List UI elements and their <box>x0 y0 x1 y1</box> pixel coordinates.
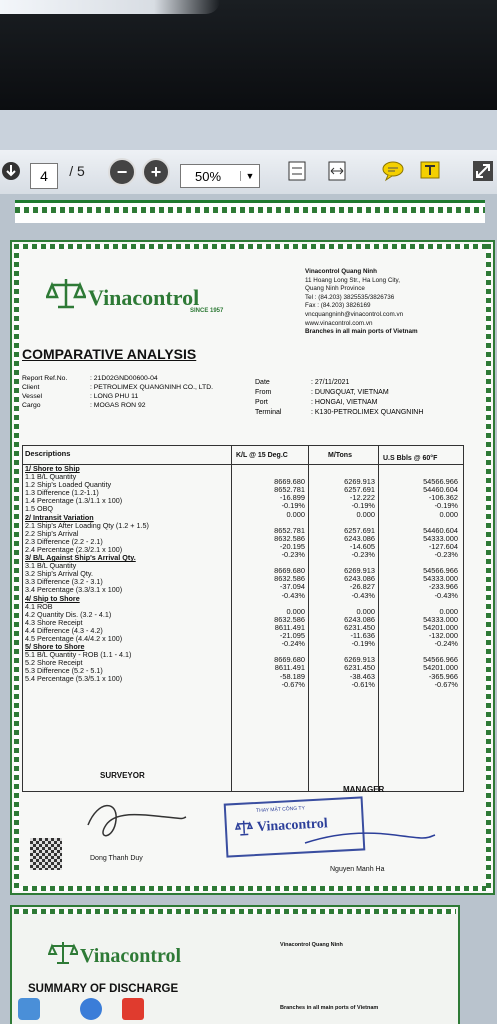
table-cell: 6231.450 <box>344 663 375 673</box>
description-row: 2.3 Difference (2.2 - 2.1) <box>25 536 103 546</box>
stamp-scales-icon <box>235 818 254 837</box>
document-title: COMPARATIVE ANALYSIS <box>22 346 197 362</box>
table-cell: 6269.913 <box>344 655 375 665</box>
table-cell: 0.000 <box>356 606 375 616</box>
table-cell: 54460.604 <box>423 485 458 495</box>
decorative-border-right <box>486 244 491 891</box>
field-value: : HONGAI, VIETNAM <box>311 399 378 406</box>
description-row: 3.1 B/L Quantity <box>25 561 77 571</box>
office-title: Vinacontrol Quang Ninh <box>280 942 343 948</box>
field-label: Port <box>255 399 268 406</box>
header-descriptions: Descriptions <box>25 449 71 458</box>
table-cell: -0.67% <box>281 679 305 689</box>
table-cell: 8611.491 <box>274 622 305 632</box>
table-cell: -106.362 <box>428 493 458 503</box>
table-cell: 8632.586 <box>274 614 305 624</box>
taskbar <box>0 994 200 1024</box>
zoom-in-button[interactable]: + <box>142 158 170 186</box>
office-line: Quang Ninh Province <box>305 285 365 293</box>
zoom-select[interactable] <box>180 164 260 188</box>
description-row: 1.4 Percentage (1.3/1.1 x 100) <box>25 496 123 506</box>
description-row: 2.4 Percentage (2.3/2.1 x 100) <box>25 544 123 554</box>
left-fields <box>22 374 213 410</box>
highlight-text-icon[interactable] <box>418 158 444 184</box>
app-icon[interactable] <box>80 998 102 1020</box>
description-row: 5.2 Shore Receipt <box>25 658 83 668</box>
office-line: Fax : (84.203) 3826169 <box>305 302 371 310</box>
table-cell: -0.24% <box>434 639 458 649</box>
table-cell: -0.67% <box>434 679 458 689</box>
description-row: 4.4 Difference (4.3 - 4.2) <box>25 625 103 635</box>
table-cell: 0.000 <box>439 509 458 519</box>
summary-title: SUMMARY OF DISCHARGE <box>28 983 179 995</box>
table-cell: -11.636 <box>350 631 375 640</box>
app-icon[interactable] <box>18 998 40 1020</box>
table-cell: -58.189 <box>279 671 305 681</box>
header-mtons: M/Tons <box>328 452 352 459</box>
header-bbls: U.S Bbls @ 60°F <box>383 455 438 462</box>
pdf-app-icon[interactable] <box>122 998 144 1020</box>
description-row: 1.2 Ship's Loaded Quantity <box>25 480 112 490</box>
table-cell: 6243.086 <box>344 614 375 624</box>
description-row: 5.3 Difference (5.2 - 5.1) <box>25 666 103 676</box>
table-cell: 6231.450 <box>344 622 375 632</box>
manager-label: MANAGER <box>343 785 385 794</box>
table-cell: 54201.000 <box>423 622 458 632</box>
table-cell: 0.000 <box>356 509 375 519</box>
table-cell: -21.095 <box>279 631 305 640</box>
table-cell: 8669.680 <box>274 566 305 576</box>
header-kl: K/L @ 15 Deg.C <box>236 452 288 459</box>
manager-signature <box>300 825 440 850</box>
table-cell: 8669.680 <box>274 477 305 487</box>
section-heading: 2/ Intransit Variation <box>25 512 94 522</box>
table-cell: 54566.966 <box>423 655 458 665</box>
table-cell: -0.24% <box>281 639 305 649</box>
field-value: : LONG PHU 11 <box>90 393 139 400</box>
table-cell: 54460.604 <box>423 525 458 535</box>
field-value: : MOGAS RON 92 <box>90 402 146 409</box>
decorative-border-left <box>14 244 19 891</box>
office-branches: Branches in all main ports of Vietnam <box>280 1005 379 1011</box>
table-cell: -20.195 <box>279 541 305 551</box>
zoom-out-button[interactable]: − <box>108 158 136 186</box>
table-cell: 54333.000 <box>423 614 458 624</box>
monitor-bezel <box>0 0 497 110</box>
fit-page-icon[interactable] <box>285 158 309 184</box>
previous-page-border <box>15 200 485 223</box>
table-cell: -0.19% <box>351 639 375 649</box>
stamp-top-text: THAY MẶT CÔNG TY <box>255 805 306 814</box>
table-cell: -26.827 <box>349 582 375 592</box>
description-row: 1.1 B/L Quantity <box>25 472 77 482</box>
column-divider <box>378 446 379 791</box>
description-row: 3.2 Ship's Arrival Qty. <box>25 569 93 579</box>
table-cell: -0.43% <box>351 590 375 600</box>
table-cell: -365.966 <box>428 671 458 681</box>
description-row: 4.1 ROB <box>25 601 53 611</box>
section-heading: 5/ Shore to Shore <box>25 642 85 652</box>
table-cell: 6269.913 <box>344 477 375 487</box>
table-cell: -0.23% <box>281 550 305 559</box>
office-line: www.vinacontrol.com.vn <box>305 319 373 327</box>
table-cell: 0.000 <box>286 606 305 616</box>
table-cell: 8652.781 <box>274 525 305 535</box>
description-row: 2.1 Ship's After Loading Qty (1.2 + 1.5) <box>25 520 149 530</box>
field-label: Client <box>22 384 40 391</box>
stamp-logo-text: Vinacontrol <box>256 816 329 835</box>
field-value: : PETROLIMEX QUANGNINH CO., LTD. <box>90 384 213 391</box>
company-logo-text: Vinacontrol <box>88 285 200 310</box>
comparative-table <box>22 445 464 792</box>
page-total: / 5 <box>69 163 85 179</box>
table-cell: 8632.586 <box>274 574 305 584</box>
description-row: 1.5 OBQ <box>25 504 53 514</box>
pdf-toolbar <box>0 150 497 195</box>
scales-logo-icon <box>48 940 78 966</box>
table-cell: -0.23% <box>434 550 458 559</box>
manager-name: Nguyen Manh Ha <box>330 866 385 873</box>
zoom-value: 50% <box>195 168 222 184</box>
column-divider <box>308 446 309 791</box>
field-label: Date <box>255 379 270 386</box>
description-row: 4.5 Percentage (4.4/4.2 x 100) <box>25 633 123 643</box>
right-fields <box>255 378 423 418</box>
field-label: Report Ref.No. <box>22 375 68 382</box>
table-cell: -0.43% <box>434 590 458 600</box>
description-row: 3.3 Difference (3.2 - 3.1) <box>25 577 103 587</box>
description-column <box>25 465 229 684</box>
table-cell: 6257.691 <box>344 525 375 535</box>
screen-glare <box>0 0 220 14</box>
description-row: 4.2 Quantity Dis. (3.2 - 4.1) <box>25 609 112 619</box>
description-row: 4.3 Shore Receipt <box>25 617 83 627</box>
expand-icon[interactable] <box>470 158 496 184</box>
office-line: Vinacontrol Quang Ninh <box>305 268 377 275</box>
table-cell: -233.966 <box>428 582 458 592</box>
section-heading: 1/ Shore to Ship <box>25 464 80 473</box>
decorative-border-bottom <box>14 886 491 891</box>
table-cell: 6243.086 <box>344 574 375 584</box>
table-cell: 8669.680 <box>274 655 305 665</box>
table-cell: -0.23% <box>351 550 375 559</box>
decorative-border-top <box>14 909 456 914</box>
company-since: SINCE 1957 <box>190 308 224 314</box>
section-heading: 4/ Ship to Shore <box>25 593 80 603</box>
field-label: Vessel <box>22 393 43 400</box>
field-value: : DUNGQUAT, VIETNAM <box>311 389 389 396</box>
table-cell: -16.899 <box>279 493 305 503</box>
table-cell: -14.605 <box>349 541 375 551</box>
field-label: From <box>255 389 272 396</box>
table-cell: -132.000 <box>428 631 458 640</box>
table-cell: -38.463 <box>349 671 375 681</box>
table-cell: 8652.781 <box>274 485 305 495</box>
description-row: 3.4 Percentage (3.3/3.1 x 100) <box>25 585 123 595</box>
table-cell: 6269.913 <box>344 566 375 576</box>
company-logo-text: Vinacontrol <box>80 945 182 967</box>
table-cell: 54333.000 <box>423 574 458 584</box>
table-cell: -0.19% <box>351 501 375 511</box>
office-line: Branches in all main ports of Vietnam <box>305 328 418 336</box>
page-number-input[interactable]: 4 <box>30 163 58 189</box>
surveyor-signature <box>80 795 190 845</box>
description-row: 5.4 Percentage (5.3/5.1 x 100) <box>25 674 123 684</box>
field-label: Cargo <box>22 402 41 409</box>
qr-code <box>30 838 62 870</box>
table-cell: 6257.691 <box>344 485 375 495</box>
table-cell: 6243.086 <box>344 533 375 543</box>
table-cell: -0.19% <box>281 501 305 511</box>
column-divider <box>231 446 232 791</box>
decorative-border <box>15 207 485 213</box>
scales-logo-icon <box>46 276 86 312</box>
description-row: 1.3 Difference (1.2-1.1) <box>25 488 99 498</box>
field-label: Terminal <box>255 409 282 416</box>
table-cell: 8632.586 <box>274 533 305 543</box>
table-cell: -0.19% <box>434 501 458 511</box>
fit-width-icon[interactable] <box>325 158 349 184</box>
office-line: Tel : (84.203) 3825535/3826736 <box>305 293 395 301</box>
table-cell: 54566.966 <box>423 566 458 576</box>
section-heading: 3/ B/L Against Ship's Arrival Qty. <box>25 553 136 563</box>
office-info <box>305 268 418 337</box>
comment-icon[interactable] <box>380 158 406 184</box>
field-value: : 27/11/2021 <box>311 379 350 386</box>
table-cell: -0.43% <box>281 590 305 600</box>
description-row: 5.1 B/L Quantity - ROB (1.1 - 4.1) <box>25 650 132 660</box>
table-cell: 54333.000 <box>423 533 458 543</box>
arrow-down-icon[interactable] <box>0 158 22 184</box>
table-cell: 54201.000 <box>423 663 458 673</box>
table-cell: -0.61% <box>351 679 375 689</box>
table-cell: -12.222 <box>349 493 375 503</box>
table-cell: -127.604 <box>428 541 458 551</box>
surveyor-label: SURVEYOR <box>100 771 145 780</box>
field-value: : 21D02GND00600-04 <box>90 375 158 382</box>
surveyor-name: Dong Thanh Duy <box>90 855 143 862</box>
description-row: 2.2 Ship's Arrival <box>25 528 79 538</box>
table-cell: 0.000 <box>286 509 305 519</box>
field-value: : K130-PETROLIMEX QUANGNINH <box>311 409 424 416</box>
table-cell: 0.000 <box>439 606 458 616</box>
table-cell: 54566.966 <box>423 477 458 487</box>
decorative-border-top <box>14 244 491 249</box>
office-line: 11 Hoang Long Str., Ha Long City, <box>305 276 400 284</box>
office-line: vncquangninh@vinacontrol.com.vn <box>305 310 404 318</box>
table-cell: -37.094 <box>279 582 305 592</box>
table-cell: 8611.491 <box>274 663 305 673</box>
chevron-down-icon[interactable]: ▼ <box>240 171 259 181</box>
